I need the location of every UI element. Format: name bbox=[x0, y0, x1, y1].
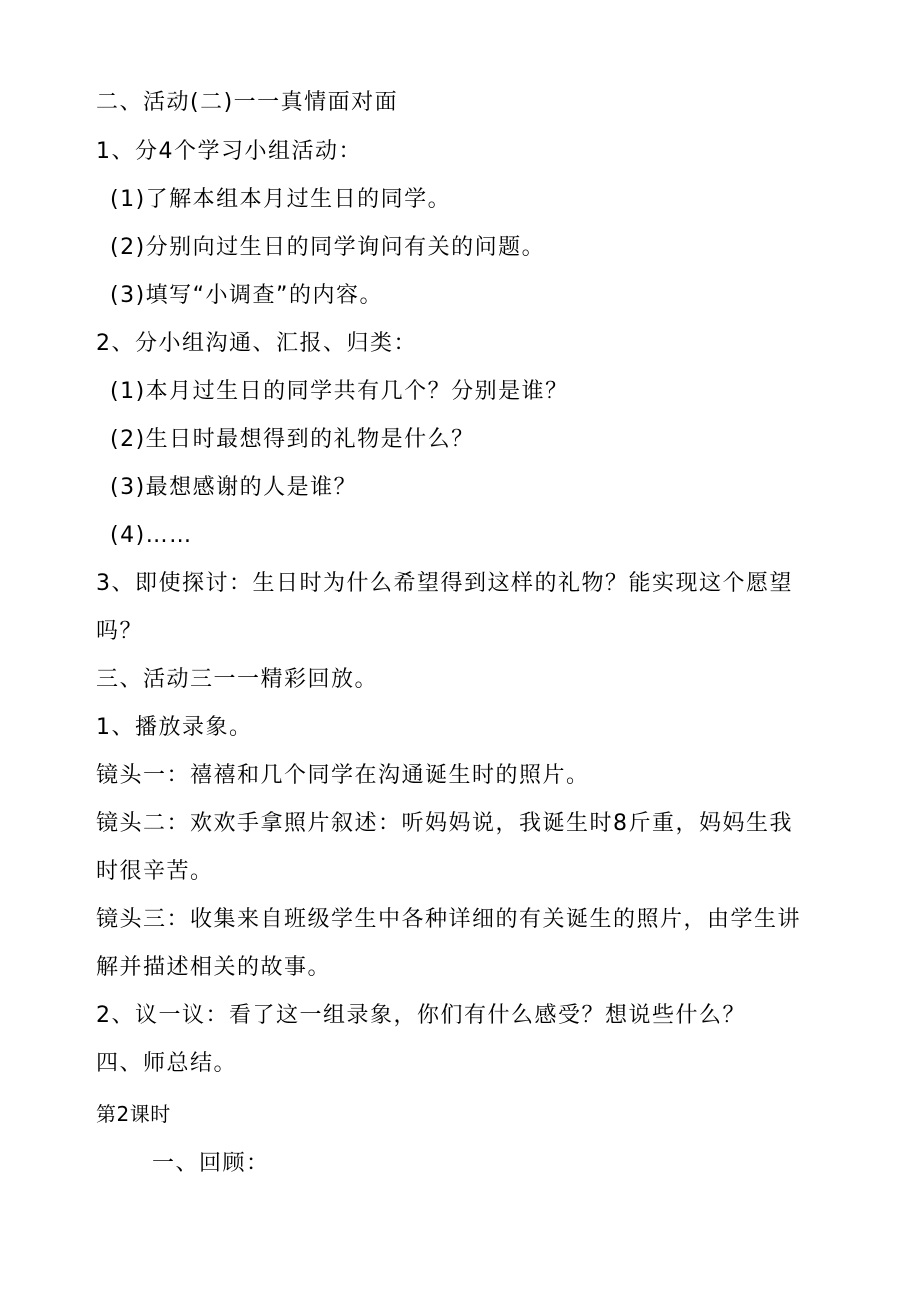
section-heading-activity-3: 三、活动三一一精彩回放。 bbox=[96, 667, 379, 692]
item-discussion-cont: 吗？ bbox=[96, 619, 144, 644]
shot-two-cont: 时很辛苦。 bbox=[96, 859, 214, 884]
lesson-two-heading: 第2课时 bbox=[96, 1102, 171, 1126]
item-group-report: 2、分小组沟通、汇报、归类： bbox=[96, 331, 417, 356]
item-discussion: 3、即使探讨：生日时为什么希望得到这样的礼物？能实现这个愿望 bbox=[96, 571, 793, 596]
item-play-video: 1、播放录象。 bbox=[96, 715, 253, 740]
subitem-how-many: (1)本月过生日的同学共有几个？分别是谁？ bbox=[110, 379, 569, 404]
item-reflect: 2、议一议：看了这一组录象，你们有什么感受？想说些什么？ bbox=[96, 1003, 746, 1028]
shot-three: 镜头三：收集来自班级学生中各种详细的有关诞生的照片，由学生讲 bbox=[96, 907, 802, 932]
section-heading-activity-2: 二、活动(二)一一真情面对面 bbox=[96, 90, 399, 115]
subitem-thanks: (3)最想感谢的人是谁？ bbox=[110, 475, 358, 500]
subitem-etc: (4)…… bbox=[110, 523, 193, 548]
subitem-fill-survey: (3)填写“小调查”的内容。 bbox=[110, 283, 383, 308]
item-group-activity: 1、分4个学习小组活动： bbox=[96, 139, 362, 164]
section-heading-review: 一、回顾： bbox=[152, 1151, 270, 1176]
subitem-understand-birthdays: (1)了解本组本月过生日的同学。 bbox=[110, 187, 452, 212]
shot-two: 镜头二：欢欢手拿照片叙述：听妈妈说，我诞生时8斤重，妈妈生我 bbox=[96, 811, 793, 836]
subitem-ask-questions: (2)分别向过生日的同学询问有关的问题。 bbox=[110, 235, 546, 260]
section-heading-summary: 四、师总结。 bbox=[96, 1051, 238, 1076]
shot-one: 镜头一：禧禧和几个同学在沟通诞生时的照片。 bbox=[96, 763, 590, 788]
subitem-gift: (2)生日时最想得到的礼物是什么？ bbox=[110, 427, 475, 452]
shot-three-cont: 解并描述相关的故事。 bbox=[96, 955, 332, 980]
